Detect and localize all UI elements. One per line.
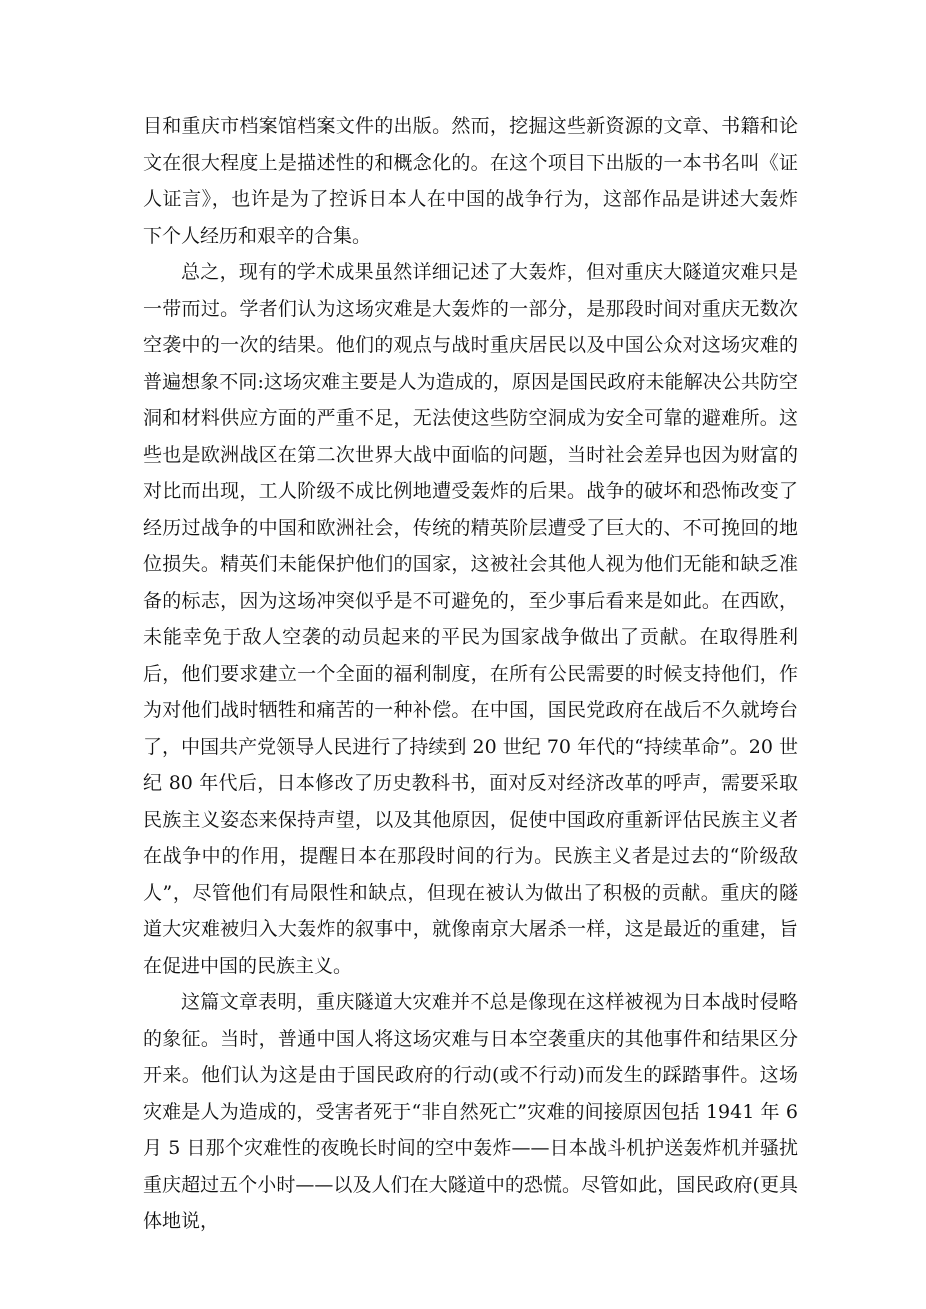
paragraph-continuation: 目和重庆市档案馆档案文件的出版。然而，挖掘这些新资源的文章、书籍和论文在很大程度上是描述性的和概念化的。在这个项目下出版的一本书名叫《证人证言》，也许是为了控诉日本人在中国的战争行为，这部作品是讲述大轰炸下个人经历和艰辛的合集。 — [143, 115, 798, 247]
paragraph-summary: 总之，现有的学术成果虽然详细记述了大轰炸，但对重庆大隧道灾难只是一带而过。学者们认为这场灾难是大轰炸的一部分，是那段时间对重庆无数次空袭中的一次的结果。他们的观点与战时重庆居民以及中国公众对这场灾难的普遍想象不同:这场灾难主要是人为造成的，原因是国民政府未能解决公共防空洞和材料供应方面的严重不足，无法使这些防空洞成为安全可靠的避难所。这些也是欧洲战区在第二次世界大战中面临的问题，当时社会差异也因为财富的对比而出现，工人阶级不成比例地遭受轰炸的后果。战争的破坏和恐怖改变了经历过战争的中国和欧洲社会，传统的精英阶层遭受了巨大的、不可挽回的地位损失。精英们未能保护他们的国家，这被社会其他人视为他们无能和缺乏准备的标志，因为这场冲突似乎是不可避免的，至少事后看来是如此。在西欧，未能幸免于敌人空袭的动员起来的平民为国家战争做出了贡献。在取得胜利后，他们要求建立一个全面的福利制度，在所有公民需要的时候支持他们，作为对他们战时牺牲和痛苦的一种补偿。在中国，国民党政府在战后不久就垮台了，中国共产党领导人民进行了持续到 20 世纪 70 年代的“持续革命”。20 世纪 80 年代后，日本修改了历史教科书，面对反对经济改革的呼声，需要采取民族主义姿态来保持声望，以及其他原因，促使中国政府重新评估民族主义者在战争中的作用，提醒日本在那段时间的行为。民族主义者是过去的“阶级敌人”，尽管他们有局限性和缺点，但现在被认为做出了积极的贡献。重庆的隧道大灾难被归入大轰炸的叙事中，就像南京大屠杀一样，这是最近的重建，旨在促进中国的民族主义。 — [143, 261, 798, 977]
paragraph-thesis: 这篇文章表明，重庆隧道大灾难并不总是像现在这样被视为日本战时侵略的象征。当时，普通中国人将这场灾难与日本空袭重庆的其他事件和结果区分开来。他们认为这是由于国民政府的行动(或不行动)而发生的踩踏事件。这场灾难是人为造成的，受害者死于“非自然死亡”灾难的间接原因包括 1941 年 6 月 5 日那个灾难性的夜晚长时间的空中轰炸——日本战斗机护送轰炸机并骚扰重庆超过五个小时——以及人们在大隧道中的恐慌。尽管如此，国民政府(更具体地说， — [143, 991, 798, 1232]
body-text — [143, 108, 798, 1240]
